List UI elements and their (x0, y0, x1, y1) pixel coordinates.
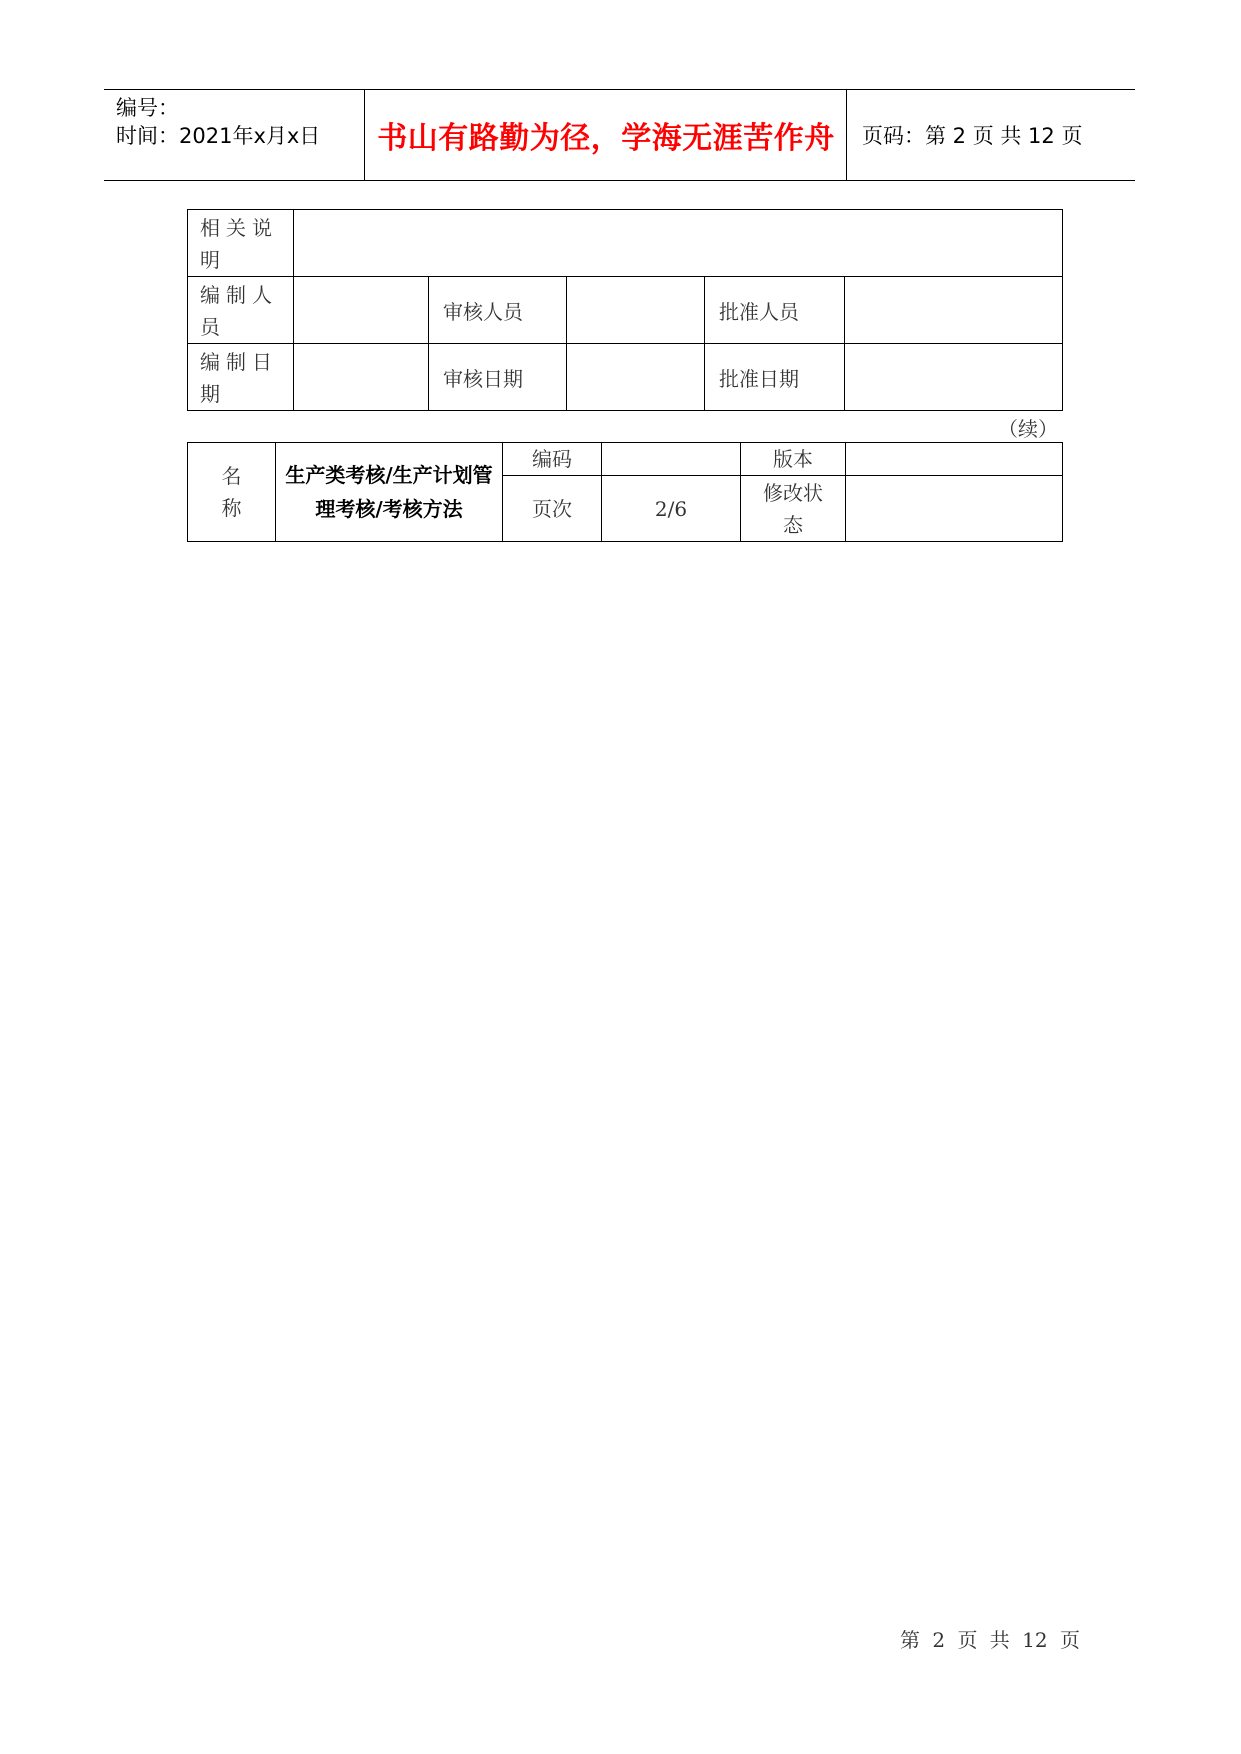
doc-number-label: 编号： (116, 96, 179, 120)
header-motto: 书山有路勤为径，学海无涯苦作舟 (377, 121, 835, 156)
header-meta (116, 94, 320, 150)
compile-date-value-cell[interactable] (294, 344, 429, 411)
compiler-value-cell[interactable] (294, 277, 429, 344)
page-label: 页次 (503, 476, 602, 542)
version-label: 版本 (741, 443, 846, 476)
name-label: 名称 (188, 443, 276, 542)
table-row (188, 277, 1063, 344)
page-header (104, 89, 1135, 181)
doc-info-table (187, 442, 1063, 542)
code-label: 编码 (503, 443, 602, 476)
table-row (188, 443, 1063, 476)
page-value: 2/6 (602, 476, 741, 542)
table-row (188, 210, 1063, 277)
revision-label: 修改状态 (741, 476, 846, 542)
revision-value-cell[interactable] (846, 476, 1063, 542)
reviewer-value-cell[interactable] (567, 277, 705, 344)
version-value-cell[interactable] (846, 443, 1063, 476)
footer-page-number: 第 2 页 共 12 页 (900, 1628, 1080, 1652)
continued-label: （续） (998, 417, 1058, 441)
approver-label: 批准人员 (705, 277, 845, 344)
reviewer-label: 审核人员 (429, 277, 567, 344)
doc-date-label: 时间：2021年x月x日 (116, 124, 321, 148)
review-date-label: 审核日期 (429, 344, 567, 411)
code-value-cell[interactable] (602, 443, 741, 476)
compile-date-label: 编制日期 (188, 344, 294, 411)
approve-date-value-cell[interactable] (845, 344, 1063, 411)
related-label: 相关说明 (188, 210, 294, 277)
signoff-table (187, 209, 1063, 411)
header-divider (364, 90, 365, 180)
header-page-number: 页码：第 2 页 共 12 页 (862, 124, 1083, 148)
header-divider (846, 90, 847, 180)
approve-date-label: 批准日期 (705, 344, 845, 411)
compiler-label: 编制人员 (188, 277, 294, 344)
related-value-cell[interactable] (294, 210, 1063, 277)
name-value: 生产类考核/生产计划管理考核/考核方法 (276, 443, 503, 542)
review-date-value-cell[interactable] (567, 344, 705, 411)
table-row (188, 344, 1063, 411)
approver-value-cell[interactable] (845, 277, 1063, 344)
